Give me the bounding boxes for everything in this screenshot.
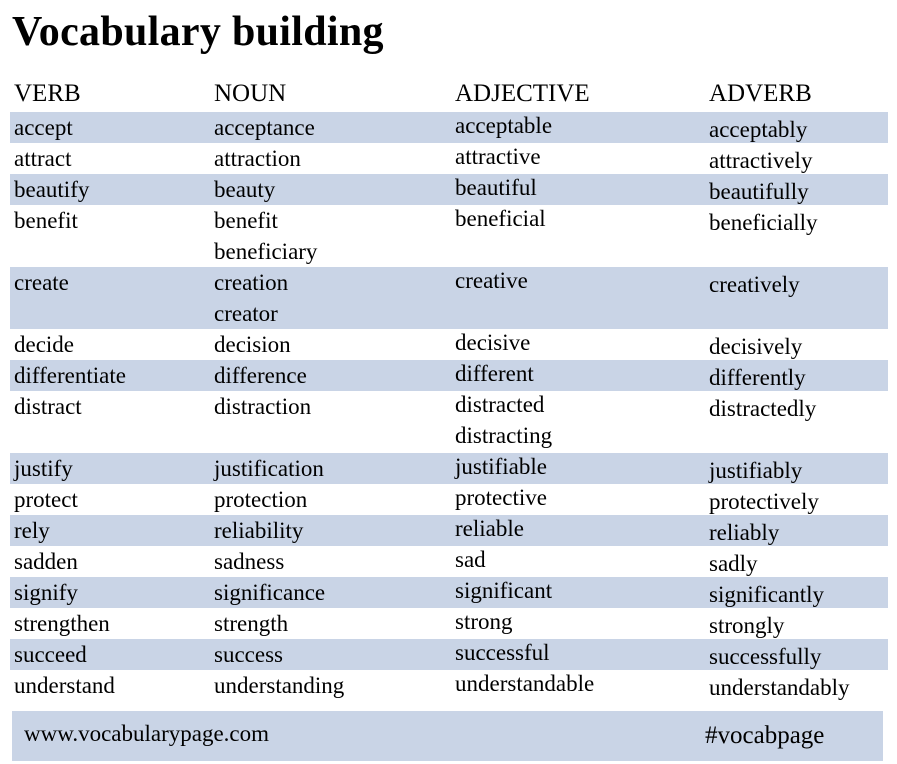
verb-cell: succeed bbox=[14, 642, 87, 667]
adverb-cell: significantly bbox=[709, 582, 824, 607]
noun-cell: justification bbox=[214, 456, 324, 481]
table-row bbox=[0, 670, 897, 701]
table-row bbox=[0, 205, 897, 267]
adverb-cell: decisively bbox=[709, 334, 803, 359]
table-row bbox=[0, 577, 897, 608]
verb-cell: accept bbox=[14, 115, 73, 140]
adverb-cell: acceptably bbox=[709, 117, 808, 142]
noun-cell: acceptance bbox=[214, 115, 315, 140]
table-row bbox=[0, 329, 897, 360]
verb-cell: create bbox=[14, 270, 69, 295]
table-row bbox=[0, 546, 897, 577]
adjective-cell: beneficial bbox=[455, 206, 546, 231]
adjective-cell: attractive bbox=[455, 144, 541, 169]
noun-cell: strength bbox=[214, 611, 289, 636]
adjective-cell: creative bbox=[455, 268, 528, 293]
noun-cell: distraction bbox=[214, 394, 312, 419]
table-row bbox=[0, 112, 897, 143]
adjective-cell: sad bbox=[455, 547, 486, 572]
hashtag: #vocabpage bbox=[705, 722, 825, 749]
noun-cell: reliability bbox=[214, 518, 304, 543]
verb-cell: strengthen bbox=[14, 611, 110, 636]
adjective-cell: justifiable bbox=[455, 454, 547, 479]
adverb-cell: understandably bbox=[709, 675, 850, 700]
page-title: Vocabulary building bbox=[12, 9, 384, 55]
table-header bbox=[0, 78, 897, 110]
header-adjective: ADJECTIVE bbox=[455, 80, 590, 107]
adjective-cell: distracted bbox=[455, 392, 545, 417]
adjective-cell: beautiful bbox=[455, 175, 537, 200]
adverb-cell: attractively bbox=[709, 148, 813, 173]
header-adverb: ADVERB bbox=[709, 80, 812, 107]
noun-cell: significance bbox=[214, 580, 326, 605]
table-row bbox=[0, 515, 897, 546]
adverb-cell: justifiably bbox=[709, 458, 803, 483]
noun-cell: benefit bbox=[214, 208, 278, 233]
adjective-cell: significant bbox=[455, 578, 553, 603]
noun-cell: protection bbox=[214, 487, 308, 512]
verb-cell: justify bbox=[14, 456, 73, 481]
adverb-cell: strongly bbox=[709, 613, 785, 638]
noun-cell: understanding bbox=[214, 673, 345, 698]
adverb-cell: beneficially bbox=[709, 210, 818, 235]
header-noun: NOUN bbox=[214, 80, 287, 107]
adverb-cell: differently bbox=[709, 365, 806, 390]
verb-cell: benefit bbox=[14, 208, 78, 233]
verb-cell: beautify bbox=[14, 177, 90, 202]
verb-cell: protect bbox=[14, 487, 78, 512]
adjective-cell: decisive bbox=[455, 330, 531, 355]
verb-cell: understand bbox=[14, 673, 115, 698]
verb-cell: differentiate bbox=[14, 363, 126, 388]
adverb-cell: successfully bbox=[709, 644, 822, 669]
noun-cell: decision bbox=[214, 332, 291, 357]
verb-cell: sadden bbox=[14, 549, 78, 574]
noun-cell: beauty bbox=[214, 177, 276, 202]
table-row bbox=[0, 639, 897, 670]
adverb-cell: creatively bbox=[709, 272, 800, 297]
table-row bbox=[0, 143, 897, 174]
adjective-cell: strong bbox=[455, 609, 513, 634]
noun-cell: sadness bbox=[214, 549, 285, 574]
verb-cell: decide bbox=[14, 332, 75, 357]
table-row bbox=[0, 391, 897, 453]
table-row bbox=[0, 608, 897, 639]
adverb-cell: reliably bbox=[709, 520, 780, 545]
adjective-cell: acceptable bbox=[455, 113, 553, 138]
noun-cell: attraction bbox=[214, 146, 301, 171]
adjective-cell: distracting bbox=[455, 423, 553, 448]
adjective-cell: successful bbox=[455, 640, 550, 665]
noun-cell: difference bbox=[214, 363, 307, 388]
adjective-cell: different bbox=[455, 361, 534, 386]
verb-cell: distract bbox=[14, 394, 82, 419]
noun-cell: success bbox=[214, 642, 283, 667]
table-row bbox=[0, 484, 897, 515]
noun-cell: beneficiary bbox=[214, 239, 318, 264]
header-verb: VERB bbox=[14, 80, 81, 107]
table-row bbox=[0, 174, 897, 205]
noun-cell: creator bbox=[214, 301, 278, 326]
verb-cell: rely bbox=[14, 518, 50, 543]
adverb-cell: distractedly bbox=[709, 396, 817, 421]
table-row bbox=[0, 267, 897, 329]
verb-cell: signify bbox=[14, 580, 78, 605]
adverb-cell: sadly bbox=[709, 551, 758, 576]
verb-cell: attract bbox=[14, 146, 72, 171]
website-link[interactable]: www.vocabularypage.com bbox=[24, 721, 270, 746]
footer-bar bbox=[12, 711, 883, 761]
adverb-cell: protectively bbox=[709, 489, 819, 514]
noun-cell: creation bbox=[214, 270, 289, 295]
table-row bbox=[0, 360, 897, 391]
adverb-cell: beautifully bbox=[709, 179, 809, 204]
table-row bbox=[0, 453, 897, 484]
adjective-cell: understandable bbox=[455, 671, 595, 696]
adjective-cell: reliable bbox=[455, 516, 524, 541]
adjective-cell: protective bbox=[455, 485, 547, 510]
